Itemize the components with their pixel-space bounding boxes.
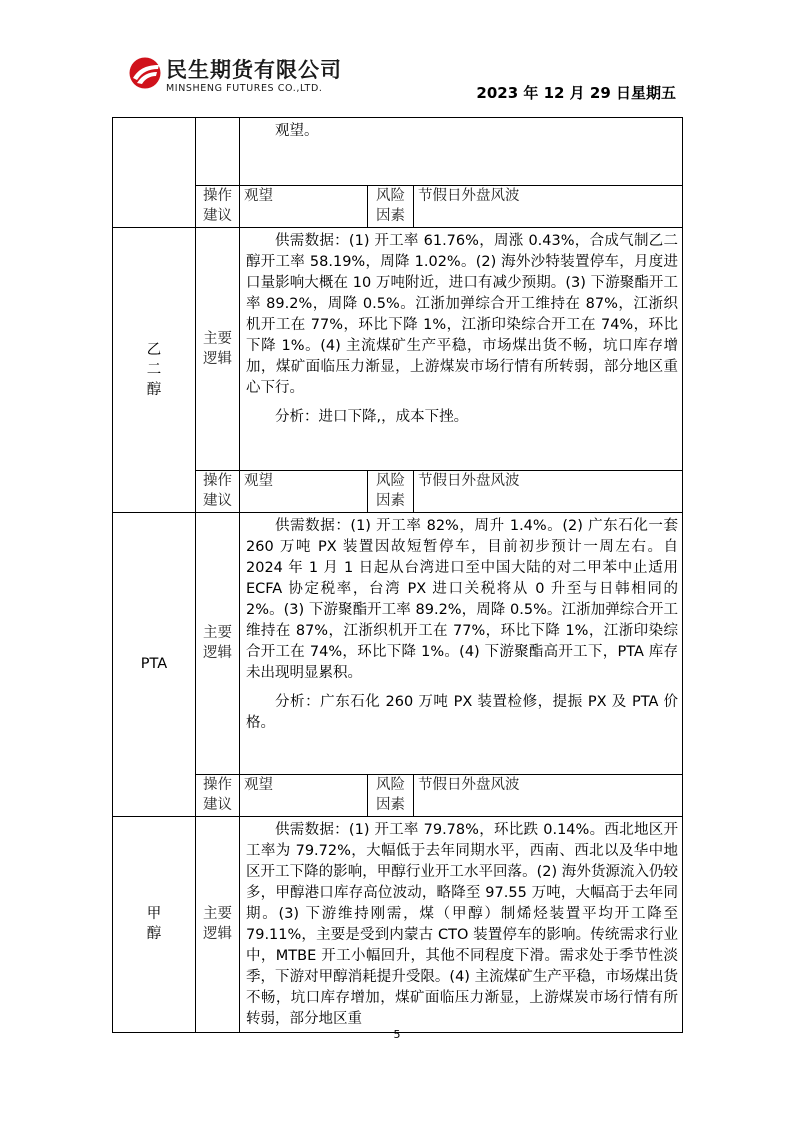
table-row [113, 513, 683, 775]
risk-label: 风险 因素 [368, 471, 414, 513]
logic-paragraph: 供需数据：(1) 开工率 79.78%，环比跌 0.14%。西北地区开工率为 79.72%，大幅低于去年同期水平，西南、西北以及华中地区开工下降的影响，甲醇行业开工水平回落。(2) 海外货源流入仍较多，甲醇港口库存高位波动，略降至 97.55 万吨，大幅高于去年同期。(3) 下游维持刚需，煤（甲醇）制烯烃装置平均开工降至 79.11%，主要是受到内蒙古 CTO 装置停车的影响。传统需求行业中，MTBE 开工小幅回升，其他不同程度下滑。需求处于季节性淡季，下游对甲醇消耗提升受限。(4) 主流煤矿生产平稳，市场煤出货不畅，坑口库存增加，煤矿面临压力渐显，上游煤炭市场行情有所转弱，部分地区重 [246, 822, 679, 1027]
table-row [113, 817, 683, 1033]
category-cell: 乙二醇 [113, 228, 196, 513]
minsheng-logo-icon [128, 56, 162, 90]
risk-value: 节假日外盘风波 [414, 775, 683, 817]
op-value: 观望 [240, 775, 368, 817]
logic-content [240, 817, 683, 1033]
op-value: 观望 [240, 186, 368, 228]
table-row [113, 471, 683, 513]
table-row [113, 186, 683, 228]
logic-label-cell [196, 118, 240, 186]
table-row [113, 775, 683, 817]
logic-content [240, 118, 683, 186]
page-number: 5 [393, 1028, 401, 1041]
table-row [113, 228, 683, 471]
logic-paragraph: 供需数据：(1) 开工率 82%，周升 1.4%。(2) 广东石化一套 260 万吨 PX 装置因故短暂停车，目前初步预计一周左右。自 2024 年 1 月 1 日起从台湾进口至中国大陆的对二甲苯中止适用 ECFA 协定税率，台湾 PX 进口关税将从 0 升至与日韩相同的 2%。(3) 下游聚酯开工率 89.2%，周降 0.5%。江浙加弹综合开工维持在 87%，江浙织机开工在 77%，环比下降 1%，江浙印染综合开工在 74%，环比下降 1%。(4) 下游聚酯高开工下，PTA 库存未出现明显累积。 [246, 518, 679, 681]
logo-chinese-name: 民生期货有限公司 [166, 58, 342, 82]
analysis-paragraph: 分析：广东石化 260 万吨 PX 装置检修，提振 PX 及 PTA 价格。 [246, 694, 679, 731]
logic-paragraph: 观望。 [275, 123, 319, 139]
logic-label: 主要 逻辑 [196, 817, 240, 1033]
category-cell: PTA [113, 513, 196, 817]
logic-content [240, 228, 683, 471]
risk-value: 节假日外盘风波 [414, 186, 683, 228]
company-logo [128, 56, 368, 100]
risk-value: 节假日外盘风波 [414, 471, 683, 513]
analysis-paragraph: 分析：进口下降,，成本下挫。 [275, 409, 469, 425]
op-label: 操作 建议 [196, 775, 240, 817]
risk-label: 风险 因素 [368, 775, 414, 817]
logic-label: 主要 逻辑 [196, 228, 240, 471]
table-row [113, 118, 683, 186]
op-label: 操作 建议 [196, 471, 240, 513]
logic-paragraph: 供需数据：(1) 开工率 61.76%，周涨 0.43%，合成气制乙二醇开工率 58.19%，周降 1.02%。(2) 海外沙特装置停车，月度进口量影响大概在 10 万吨附近，进口有减少预期。(3) 下游聚酯开工率 89.2%，周降 0.5%。江浙加弹综合开工维持在 87%，江浙织机开工在 77%，环比下降 1%，江浙印染综合开工在 74%，环比下降 1%。(4) 主流煤矿生产平稳，市场煤出货不畅，坑口库存增加，煤矿面临压力渐显，上游煤炭市场行情有所转弱，部分地区重心下行。 [246, 233, 679, 396]
logo-english-name: MINSHENG FUTURES CO.,LTD. [166, 83, 323, 94]
logic-content [240, 513, 683, 775]
category-cell-empty [113, 118, 196, 228]
op-value: 观望 [240, 471, 368, 513]
commodity-table [112, 117, 683, 1033]
report-date: 2023 年 12 月 29 日星期五 [476, 84, 676, 102]
risk-label: 风险 因素 [368, 186, 414, 228]
logic-label: 主要 逻辑 [196, 513, 240, 775]
op-label: 操作 建议 [196, 186, 240, 228]
category-cell: 甲醇 [113, 817, 196, 1033]
